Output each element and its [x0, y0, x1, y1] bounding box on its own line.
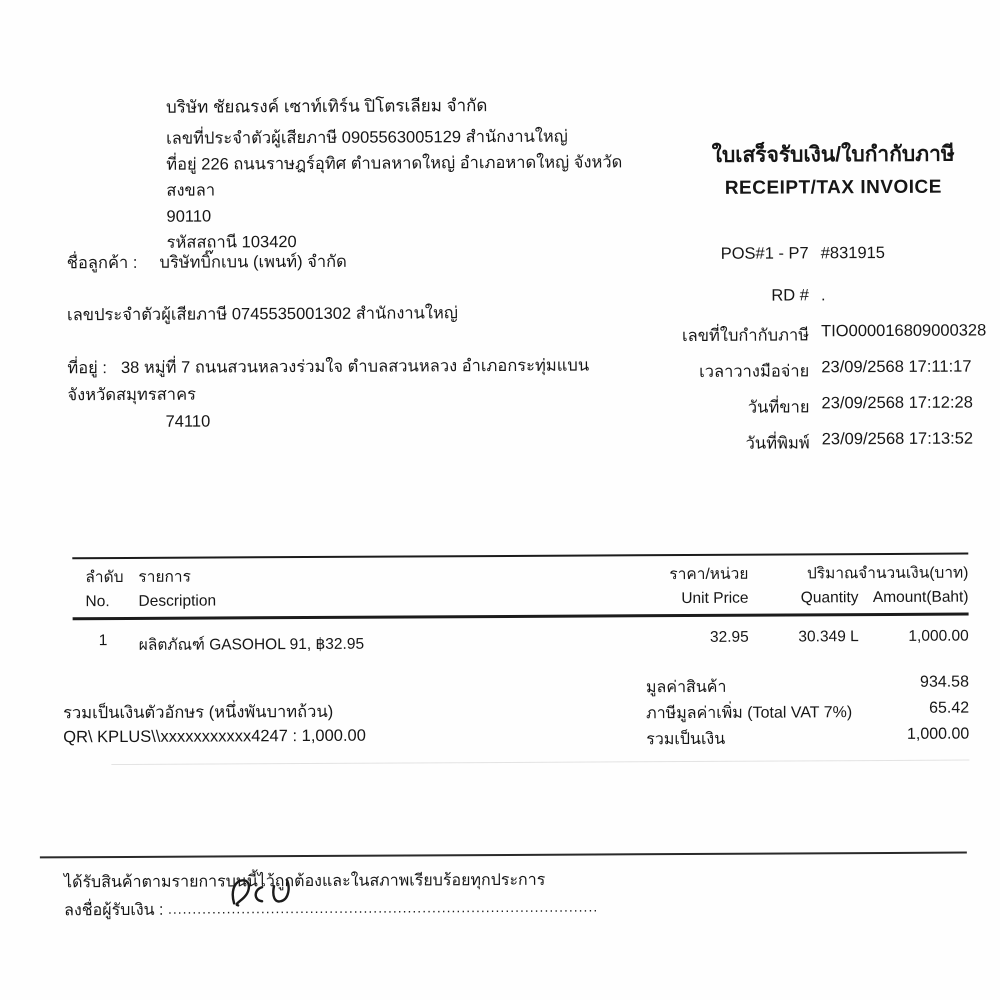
seller-details	[166, 123, 647, 256]
sale-date-label: วันที่ขาย	[747, 398, 810, 417]
grand-total-value: 1,000.00	[906, 725, 970, 743]
document-title-english: RECEIPT/TAX INVOICE	[724, 176, 942, 199]
item-amount: 1,000.00	[908, 627, 969, 645]
table-header-border	[73, 613, 969, 621]
col-header-description: รายการ Description	[138, 568, 217, 610]
sale-date-value: 23/09/2568 17:12:28	[821, 393, 973, 413]
seller-address-line1: ที่อยู่ 226 ถนนราษฎร์อุทิศ ตำบลหาดใหญ่ อำเภอหาดใหญ่ จังหวัดสงขลา	[166, 153, 623, 200]
amount-in-words: รวมเป็นเงินตัวอักษร (หนึ่งพันบาทถ้วน)	[63, 702, 334, 723]
vat-label: ภาษีมูลค่าเพิ่ม (Total VAT 7%)	[646, 704, 853, 723]
subtotal-label: มูลค่าสินค้า	[645, 678, 727, 697]
payment-method-line: QR\ KPLUS\\xxxxxxxxxxx4247 : 1,000.00	[63, 726, 366, 747]
rd-value: .	[820, 286, 826, 305]
customer-name-label: ชื่อลูกค้า :	[66, 253, 138, 273]
pos-row	[0, 243, 999, 284]
handwritten-signature	[220, 873, 312, 915]
seller-station-code: รหัสสถานี 103420	[166, 233, 297, 252]
nozzle-time-label: เวลาวางมือจ่าย	[699, 362, 810, 381]
sale-date-row	[0, 393, 1000, 434]
tax-invoice-no-row	[0, 321, 999, 362]
nozzle-time-value: 23/09/2568 17:11:17	[821, 357, 972, 377]
customer-address-label: ที่อยู่ :	[67, 359, 107, 378]
totals-faint-rule	[111, 760, 969, 765]
tax-invoice-no-label: เลขที่ใบกำกับภาษี	[681, 326, 810, 346]
tax-invoice-no-value: TIO000016809000328	[821, 321, 987, 341]
signature-row	[64, 895, 598, 923]
customer-tax-id: เลขประจำตัวผู้เสียภาษี 0745535001302 สำนักงานใหญ่	[66, 304, 458, 325]
grand-total-label: รวมเป็นเงิน	[646, 730, 726, 749]
vat-value: 65.42	[929, 699, 970, 717]
col-header-quantity: ปริมาณ Quantity	[800, 565, 859, 607]
item-unit-price: 32.95	[709, 628, 749, 646]
seller-tax-id: เลขที่ประจำตัวผู้เสียภาษี 0905563005129 สำนักงานใหญ่	[166, 127, 568, 148]
subtotal-row	[1, 673, 1000, 702]
rd-label: RD #	[771, 286, 809, 305]
customer-name: บริษัทบิ๊กเบน (เพนท์) จำกัด	[159, 252, 347, 272]
col-header-amount: จำนวนเงิน(บาท) Amount(Baht)	[858, 564, 969, 607]
print-date-label: วันที่พิมพ์	[745, 434, 810, 453]
document-title	[688, 137, 978, 200]
col-header-unit-price: ราคา/หน่วย Unit Price	[669, 565, 749, 608]
print-date-row	[0, 429, 1000, 470]
item-description: ผลิตภัณฑ์ GASOHOL 91, ฿32.95	[138, 635, 365, 654]
item-no: 1	[98, 632, 108, 650]
document-title-thai: ใบเสร็จรับเงิน/ใบกำกับภาษี	[711, 142, 955, 167]
pos-label: POS#1 - P7	[720, 244, 809, 263]
customer-address-line1: 38 หมู่ที่ 7 ถนนสวนหลวงร่วมใจ ตำบลสวนหลวง อำเภอกระทุ่มแบน จังหวัดสมุทรสาคร	[67, 356, 590, 405]
nozzle-time-row	[0, 357, 999, 398]
table-top-border	[72, 553, 968, 560]
customer-address-line2: 74110	[165, 412, 211, 431]
item-quantity: 30.349 L	[798, 628, 859, 646]
signature-label: ลงชื่อผู้รับเงิน :	[64, 901, 164, 920]
goods-received-note: ได้รับสินค้าตามรายการบนนี้ไว้ถูกต้องและในสภาพเรียบร้อยทุกประการ	[63, 871, 546, 892]
seller-company-name: บริษัท ชัยณรงค์ เซาท์เทิร์น ปิโตรเลียม จำกัด	[165, 96, 488, 117]
seller-address-line2: 90110	[166, 207, 212, 226]
signature-dotted-line: ........................................................................................	[167, 898, 599, 917]
print-date-value: 23/09/2568 17:13:52	[821, 429, 974, 449]
rd-row	[0, 285, 999, 326]
col-header-no: ลำดับ No.	[85, 568, 124, 611]
footer-separator	[40, 852, 967, 859]
pos-number: #831915	[820, 243, 886, 263]
subtotal-value: 934.58	[919, 673, 970, 691]
